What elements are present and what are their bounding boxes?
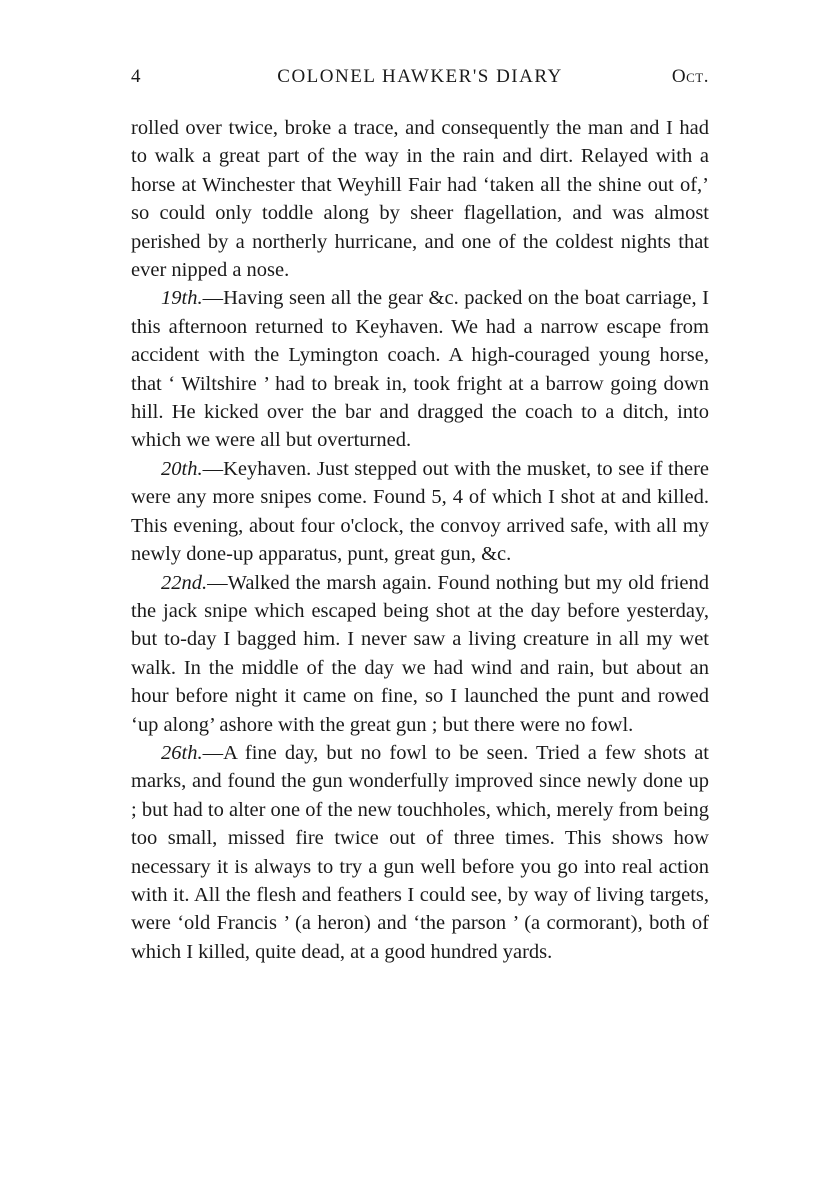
diary-entry-19th [131,284,709,454]
entry-text: —Walked the marsh again. Found nothing but my old friend the jack snipe which escaped being shot at the day before yesterday, but to-day I bagged him. I never saw a living creature in all my wet walk. In the middle of the day we had wind and rain, but about an hour before night it came on fine, so I launched the punt and rowed ‘up along’ ashore with the great gun ; but there were no fowl. [131,571,709,736]
entry-date: 26th. [161,741,203,764]
body-text [131,114,709,966]
diary-entry-26th [131,739,709,966]
entry-text: —Keyhaven. Just stepped out with the musket, to see if there were any more snipes come. Found 5, 4 of which I shot at and killed. This evening, about four o'clock, the convoy arrived safe, with all my newly done-up apparatus, punt, great gun, &c. [131,457,709,566]
running-title: COLONEL HAWKER'S DIARY [277,66,563,87]
running-head [131,66,709,96]
diary-entry-20th [131,455,709,569]
running-month: Oct. [671,66,709,87]
entry-date: 19th. [161,287,203,310]
paragraph-text: rolled over twice, broke a trace, and consequently the man and I had to walk a great part of the way in the rain and dirt. Relayed with a horse at Winchester that Weyhill Fair had ‘taken all the shine out of,’ so could only toddle along by sheer flagellation, and was almost perished by a northerly hurricane, and one of the coldest nights that ever nipped a nose. [131,117,709,282]
page-number: 4 [131,66,142,87]
entry-text: —Having seen all the gear &c. packed on the boat carriage, I this afternoon returned to Keyhaven. We had a narrow escape from accident with the Lymington coach. A high-couraged young horse, that ‘ Wiltshire ’ had to break in, took fright at a barrow going down hill. He kicked over the bar and dragged the coach to a ditch, into which we were all but overturned. [131,287,709,452]
entry-date: 22nd. [161,571,208,594]
entry-date: 20th. [161,457,203,480]
entry-text: —A fine day, but no fowl to be seen. Tried a few shots at marks, and found the gun wonderfully improved since newly done up ; but had to alter one of the new touchholes, which, merely from being too small, missed fire twice out of three times. This shows how necessary it is always to try a gun well before you go into real action with it. All the flesh and feathers I could see, by way of living targets, were ‘old Francis ’ (a heron) and ‘the parson ’ (a cormorant), both of which I killed, quite dead, at a good hundred yards. [131,741,709,963]
paragraph-continuation [131,114,709,284]
diary-entry-22nd [131,569,709,739]
